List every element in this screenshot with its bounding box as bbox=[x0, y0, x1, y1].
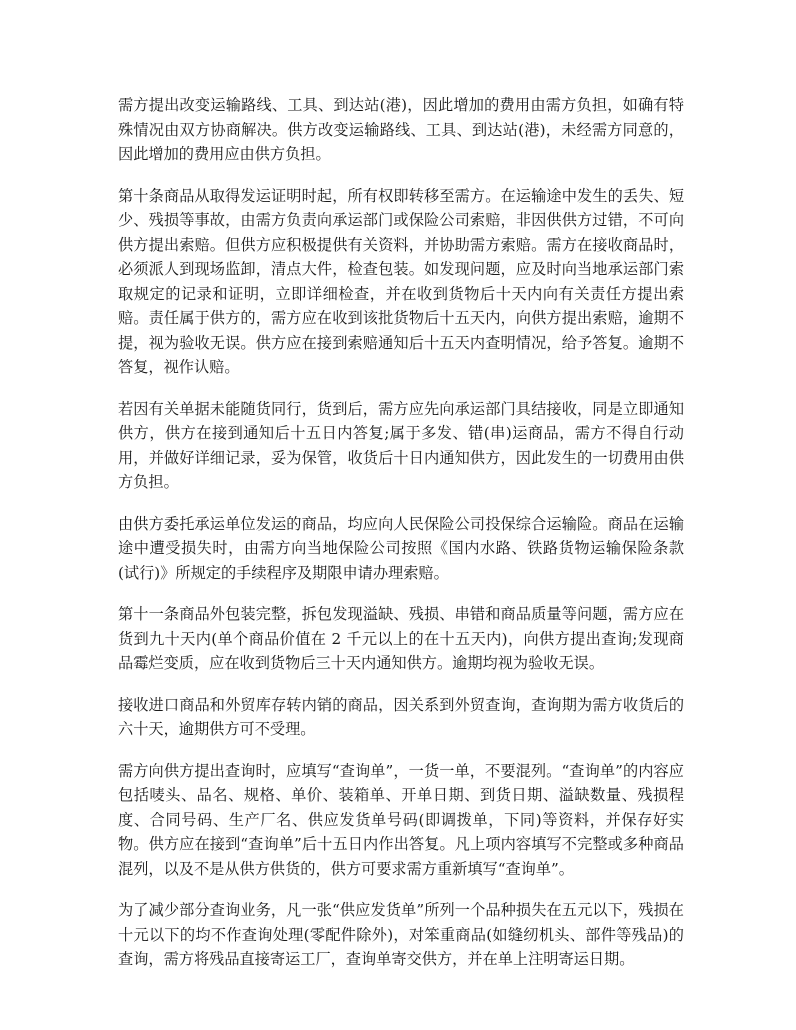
document-page bbox=[118, 93, 684, 989]
paragraph-article-11: 第十一条商品外包装完整，拆包发现溢缺、残损、串错和商品质量等问题，需方应在货到九十天内(单个商品价值在 2 千元以上的在十五天内)，向供方提出查询;发现商品霉烂变质，应在收到货物后三十天内通知供方。逾期均视为验收无误。 bbox=[118, 605, 684, 672]
paragraph-article-10: 第十条商品从取得发运证明时起，所有权即转移至需方。在运输途中发生的丢失、短少、残损等事故，由需方负责向承运部门或保险公司索赔，非因供供方过错，不可向供方提出索赔。但供方应积极提供有关资料，并协助需方索赔。需方在接收商品时，必须派人到现场监卸，清点大件，检查包装。如发现问题，应及时向当地承运部门索取规定的记录和证明，立即详细检查，并在收到货物后十天内向有关责任方提出索赔。责任属于供方的，需方应在收到该批货物后十五天内，向供方提出索赔，逾期不提，视为验收无误。供方应在接到索赔通知后十五天内查明情况，给予答复。逾期不答复，视作认赔。 bbox=[118, 186, 684, 376]
paragraph-inquiry-form: 需方向供方提出查询时，应填写“查询单”，一货一单，不要混列。“查询单”的内容应包括唛头、品名、规格、单价、装箱单、开单日期、到货日期、溢缺数量、残损程度、合同号码、生产厂名、供应发货单号码(即调拨单，下同)等资料，并保存好实物。供方应在接到“查询单”后十五日内作出答复。凡上项内容填写不完整或多种商品混列，以及不是从供方供货的，供方可要求需方重新填写“查询单”。 bbox=[118, 761, 684, 878]
paragraph-missing-documents: 若因有关单据未能随货同行，货到后，需方应先向承运部门具结接收，同是立即通知供方，供方在接到通知后十五日内答复;属于多发、错(串)运商品，需方不得自行动用，并做好详细记录，妥为保管，收货后十日内通知供方，因此发生的一切费用由供方负担。 bbox=[118, 399, 684, 491]
paragraph-reduce-inquiry: 为了减少部分查询业务，凡一张“供应发货单”所列一个品种损失在五元以下，残损在十元以下的均不作查询处理(零配件除外)，对笨重商品(如缝纫机头、部件等残品)的查询，需方将残品直接寄运工厂，查询单寄交供方，并在单上注明寄运日期。 bbox=[118, 901, 684, 968]
paragraph-insurance: 由供方委托承运单位发运的商品，均应向人民保险公司投保综合运输险。商品在运输途中遭受损失时，由需方向当地保险公司按照《国内水路、铁路货物运输保险条款(试行)》所规定的手续程序及期限申请办理索赔。 bbox=[118, 514, 684, 582]
paragraph-route-change: 需方提出改变运输路线、工具、到达站(港)，因此增加的费用由需方负担，如确有特殊情况由双方协商解决。供方改变运输路线、工具、到达站(港)，未经需方同意的，因此增加的费用应由供方负担。 bbox=[118, 96, 684, 163]
paragraph-import-goods: 接收进口商品和外贸库存转内销的商品，因关系到外贸查询，查询期为需方收货后的六十天，逾期供方可不受理。 bbox=[118, 695, 684, 738]
